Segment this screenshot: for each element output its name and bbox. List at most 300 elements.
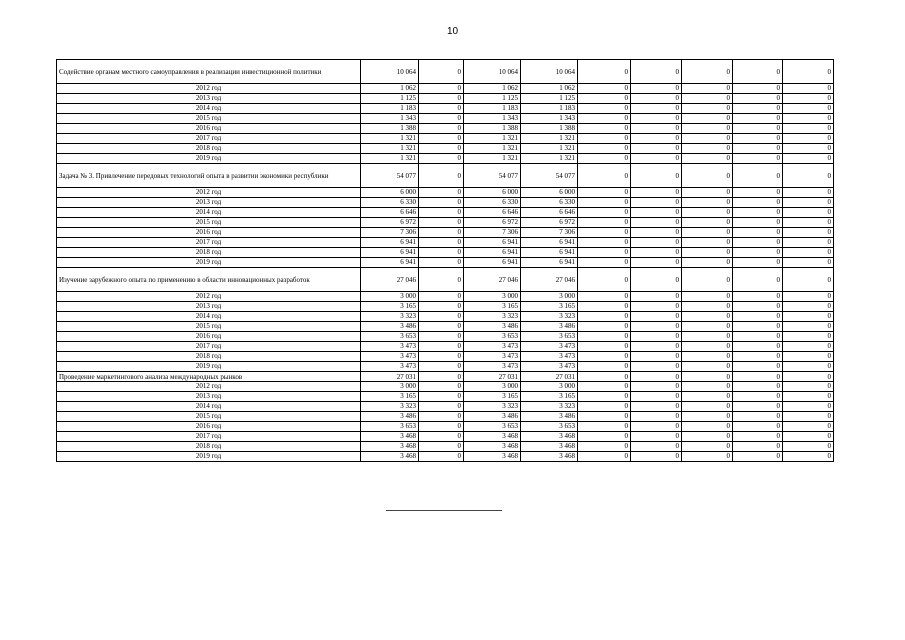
- year-value-cell: 0: [733, 104, 783, 114]
- section-value-cell: 0: [733, 372, 783, 382]
- year-value-cell: 0: [419, 402, 464, 412]
- year-value-cell: 0: [733, 154, 783, 164]
- year-value-cell: 0: [783, 258, 834, 268]
- year-value-cell: 0: [578, 154, 631, 164]
- year-label: 2013 год: [57, 94, 361, 104]
- year-value-cell: 0: [733, 188, 783, 198]
- year-value-cell: 0: [682, 208, 733, 218]
- year-value-cell: 0: [733, 422, 783, 432]
- year-value-cell: 1 388: [361, 124, 419, 134]
- year-value-cell: 1 388: [464, 124, 521, 134]
- year-value-cell: 0: [419, 322, 464, 332]
- year-value-cell: 0: [631, 198, 682, 208]
- year-row: [57, 352, 834, 362]
- year-label: 2016 год: [57, 422, 361, 432]
- year-value-cell: 0: [783, 352, 834, 362]
- section-value-cell: 0: [733, 268, 783, 292]
- year-value-cell: 3 653: [361, 332, 419, 342]
- year-value-cell: 3 165: [464, 302, 521, 312]
- year-value-cell: 0: [419, 392, 464, 402]
- year-value-cell: 0: [783, 198, 834, 208]
- year-value-cell: 0: [578, 144, 631, 154]
- year-value-cell: 0: [578, 382, 631, 392]
- footnote-divider: [386, 510, 502, 511]
- year-value-cell: 0: [578, 422, 631, 432]
- year-value-cell: 0: [631, 312, 682, 322]
- year-value-cell: 0: [783, 134, 834, 144]
- section-value-cell: 0: [419, 372, 464, 382]
- year-value-cell: 0: [578, 248, 631, 258]
- section-title: Изучение зарубежного опыта по применению в области инновационных разработок: [57, 268, 361, 292]
- year-value-cell: 0: [733, 292, 783, 302]
- year-row: [57, 188, 834, 198]
- year-value-cell: 0: [682, 442, 733, 452]
- year-value-cell: 3 473: [464, 342, 521, 352]
- year-value-cell: 0: [682, 94, 733, 104]
- year-value-cell: 0: [733, 94, 783, 104]
- year-label: 2018 год: [57, 144, 361, 154]
- section-row: [57, 372, 834, 382]
- year-value-cell: 0: [631, 134, 682, 144]
- year-value-cell: 0: [578, 322, 631, 332]
- year-value-cell: 0: [419, 188, 464, 198]
- year-value-cell: 0: [682, 198, 733, 208]
- year-value-cell: 3 486: [361, 322, 419, 332]
- year-value-cell: 0: [419, 258, 464, 268]
- section-value-cell: 0: [783, 268, 834, 292]
- year-value-cell: 0: [783, 188, 834, 198]
- section-value-cell: 0: [578, 60, 631, 84]
- year-value-cell: 3 468: [521, 432, 578, 442]
- year-value-cell: 0: [783, 218, 834, 228]
- section-value-cell: 0: [682, 372, 733, 382]
- year-value-cell: 0: [631, 144, 682, 154]
- year-value-cell: 0: [682, 362, 733, 372]
- year-value-cell: 6 646: [464, 208, 521, 218]
- year-row: [57, 422, 834, 432]
- year-value-cell: 3 165: [361, 392, 419, 402]
- year-value-cell: 3 000: [521, 382, 578, 392]
- section-value-cell: 0: [682, 164, 733, 188]
- year-value-cell: 3 653: [464, 422, 521, 432]
- year-label: 2013 год: [57, 302, 361, 312]
- year-value-cell: 3 323: [464, 312, 521, 322]
- year-value-cell: 1 062: [361, 84, 419, 94]
- year-value-cell: 0: [578, 228, 631, 238]
- year-value-cell: 3 165: [464, 392, 521, 402]
- year-value-cell: 0: [733, 144, 783, 154]
- year-value-cell: 0: [578, 292, 631, 302]
- year-value-cell: 3 000: [361, 292, 419, 302]
- section-title: Проведение маркетингового анализа международных рынков: [57, 372, 361, 382]
- year-value-cell: 0: [419, 442, 464, 452]
- year-value-cell: 1 343: [361, 114, 419, 124]
- section-value-cell: 10 064: [361, 60, 419, 84]
- year-value-cell: 0: [631, 422, 682, 432]
- year-value-cell: 1 321: [361, 154, 419, 164]
- year-value-cell: 0: [578, 302, 631, 312]
- section-value-cell: 0: [631, 60, 682, 84]
- year-label: 2013 год: [57, 392, 361, 402]
- year-value-cell: 0: [631, 402, 682, 412]
- year-value-cell: 0: [783, 104, 834, 114]
- year-value-cell: 0: [682, 312, 733, 322]
- year-row: [57, 218, 834, 228]
- year-value-cell: 1 321: [464, 134, 521, 144]
- year-value-cell: 0: [733, 382, 783, 392]
- year-value-cell: 6 972: [464, 218, 521, 228]
- year-value-cell: 0: [783, 392, 834, 402]
- year-label: 2017 год: [57, 342, 361, 352]
- year-value-cell: 0: [783, 208, 834, 218]
- year-value-cell: 0: [631, 332, 682, 342]
- year-value-cell: 0: [578, 238, 631, 248]
- year-value-cell: 0: [682, 342, 733, 352]
- year-row: [57, 258, 834, 268]
- year-value-cell: 6 941: [521, 238, 578, 248]
- year-value-cell: 0: [783, 114, 834, 124]
- year-value-cell: 0: [733, 322, 783, 332]
- year-value-cell: 3 468: [361, 452, 419, 462]
- year-label: 2018 год: [57, 352, 361, 362]
- year-value-cell: 0: [783, 442, 834, 452]
- year-value-cell: 0: [578, 352, 631, 362]
- year-value-cell: 0: [578, 442, 631, 452]
- year-value-cell: 0: [631, 342, 682, 352]
- year-value-cell: 0: [682, 84, 733, 94]
- year-value-cell: 3 323: [521, 312, 578, 322]
- year-value-cell: 0: [578, 218, 631, 228]
- year-value-cell: 0: [578, 432, 631, 442]
- year-value-cell: 0: [733, 442, 783, 452]
- year-value-cell: 1 183: [361, 104, 419, 114]
- budget-table: [56, 59, 834, 462]
- year-value-cell: 6 000: [521, 188, 578, 198]
- year-value-cell: 0: [733, 392, 783, 402]
- year-value-cell: 0: [578, 412, 631, 422]
- year-value-cell: 0: [682, 382, 733, 392]
- year-value-cell: 0: [631, 452, 682, 462]
- section-value-cell: 0: [733, 60, 783, 84]
- year-label: 2014 год: [57, 402, 361, 412]
- year-value-cell: 0: [578, 312, 631, 322]
- year-value-cell: 0: [578, 114, 631, 124]
- section-value-cell: 27 031: [361, 372, 419, 382]
- year-value-cell: 0: [682, 228, 733, 238]
- year-value-cell: 6 972: [361, 218, 419, 228]
- year-value-cell: 0: [419, 104, 464, 114]
- year-value-cell: 0: [783, 124, 834, 134]
- year-value-cell: 0: [631, 392, 682, 402]
- year-value-cell: 3 653: [521, 422, 578, 432]
- year-value-cell: 0: [733, 238, 783, 248]
- year-label: 2016 год: [57, 228, 361, 238]
- year-value-cell: 0: [631, 208, 682, 218]
- year-value-cell: 0: [631, 352, 682, 362]
- year-value-cell: 1 388: [521, 124, 578, 134]
- year-value-cell: 0: [733, 84, 783, 94]
- section-value-cell: 0: [631, 372, 682, 382]
- year-value-cell: 6 941: [464, 238, 521, 248]
- year-label: 2014 год: [57, 312, 361, 322]
- year-value-cell: 0: [733, 124, 783, 134]
- year-row: [57, 412, 834, 422]
- year-value-cell: 3 473: [521, 342, 578, 352]
- year-value-cell: 0: [733, 452, 783, 462]
- year-row: [57, 84, 834, 94]
- year-value-cell: 6 330: [521, 198, 578, 208]
- section-value-cell: 0: [783, 372, 834, 382]
- year-value-cell: 0: [419, 198, 464, 208]
- year-value-cell: 0: [733, 198, 783, 208]
- year-value-cell: 3 323: [361, 312, 419, 322]
- year-value-cell: 6 646: [361, 208, 419, 218]
- year-value-cell: 3 653: [521, 332, 578, 342]
- year-value-cell: 0: [733, 134, 783, 144]
- year-row: [57, 292, 834, 302]
- year-row: [57, 362, 834, 372]
- year-value-cell: 0: [733, 412, 783, 422]
- section-value-cell: 0: [419, 268, 464, 292]
- section-value-cell: 27 046: [521, 268, 578, 292]
- year-value-cell: 0: [783, 94, 834, 104]
- year-value-cell: 3 653: [464, 332, 521, 342]
- year-value-cell: 0: [631, 382, 682, 392]
- year-value-cell: 6 000: [464, 188, 521, 198]
- year-value-cell: 3 165: [521, 302, 578, 312]
- year-value-cell: 1 321: [521, 144, 578, 154]
- year-label: 2015 год: [57, 412, 361, 422]
- year-value-cell: 3 000: [521, 292, 578, 302]
- year-value-cell: 0: [631, 442, 682, 452]
- year-label: 2013 год: [57, 198, 361, 208]
- year-row: [57, 332, 834, 342]
- year-value-cell: 1 321: [361, 144, 419, 154]
- section-row: [57, 268, 834, 292]
- year-value-cell: 0: [682, 392, 733, 402]
- year-value-cell: 0: [783, 292, 834, 302]
- year-label: 2019 год: [57, 362, 361, 372]
- year-value-cell: 0: [631, 188, 682, 198]
- year-value-cell: 0: [631, 292, 682, 302]
- year-value-cell: 0: [682, 452, 733, 462]
- year-value-cell: 0: [419, 332, 464, 342]
- year-value-cell: 1 183: [464, 104, 521, 114]
- year-value-cell: 0: [733, 342, 783, 352]
- year-label: 2018 год: [57, 248, 361, 258]
- year-value-cell: 0: [578, 392, 631, 402]
- year-value-cell: 6 941: [361, 238, 419, 248]
- year-value-cell: 0: [631, 302, 682, 312]
- year-value-cell: 0: [419, 84, 464, 94]
- year-value-cell: 0: [682, 114, 733, 124]
- year-row: [57, 382, 834, 392]
- year-value-cell: 0: [682, 124, 733, 134]
- year-value-cell: 0: [783, 144, 834, 154]
- section-value-cell: 27 046: [464, 268, 521, 292]
- section-value-cell: 0: [578, 164, 631, 188]
- year-value-cell: 3 000: [464, 382, 521, 392]
- page-number: 10: [446, 26, 459, 37]
- section-value-cell: 0: [578, 372, 631, 382]
- year-value-cell: 0: [783, 452, 834, 462]
- year-value-cell: 0: [419, 248, 464, 258]
- section-title: Задача № 3. Привлечение передовых технологий опыта в развитии экономики республики: [57, 164, 361, 188]
- table-body: [57, 60, 834, 462]
- section-row: [57, 164, 834, 188]
- year-value-cell: 0: [682, 402, 733, 412]
- year-value-cell: 0: [631, 84, 682, 94]
- year-value-cell: 0: [733, 248, 783, 258]
- year-value-cell: 3 000: [361, 382, 419, 392]
- year-value-cell: 0: [783, 248, 834, 258]
- year-value-cell: 3 165: [521, 392, 578, 402]
- year-row: [57, 208, 834, 218]
- year-value-cell: 1 321: [521, 134, 578, 144]
- year-value-cell: 0: [419, 422, 464, 432]
- year-value-cell: 1 062: [521, 84, 578, 94]
- year-value-cell: 0: [783, 312, 834, 322]
- year-row: [57, 302, 834, 312]
- year-value-cell: 6 646: [521, 208, 578, 218]
- year-value-cell: 0: [578, 94, 631, 104]
- year-label: 2019 год: [57, 258, 361, 268]
- year-label: 2012 год: [57, 188, 361, 198]
- year-row: [57, 342, 834, 352]
- year-label: 2015 год: [57, 322, 361, 332]
- year-value-cell: 3 473: [361, 342, 419, 352]
- year-value-cell: 0: [733, 312, 783, 322]
- year-value-cell: 0: [783, 302, 834, 312]
- year-value-cell: 6 941: [464, 258, 521, 268]
- year-value-cell: 0: [419, 342, 464, 352]
- year-value-cell: 0: [419, 228, 464, 238]
- year-value-cell: 3 468: [361, 442, 419, 452]
- section-value-cell: 0: [631, 164, 682, 188]
- year-value-cell: 7 306: [464, 228, 521, 238]
- section-value-cell: 10 064: [521, 60, 578, 84]
- year-value-cell: 1 125: [464, 94, 521, 104]
- year-value-cell: 0: [682, 292, 733, 302]
- year-value-cell: 3 468: [464, 452, 521, 462]
- year-value-cell: 0: [631, 362, 682, 372]
- year-row: [57, 124, 834, 134]
- section-value-cell: 0: [733, 164, 783, 188]
- year-value-cell: 0: [733, 332, 783, 342]
- year-value-cell: 6 941: [521, 248, 578, 258]
- year-value-cell: 0: [419, 154, 464, 164]
- year-value-cell: 0: [419, 292, 464, 302]
- year-value-cell: 0: [783, 432, 834, 442]
- year-value-cell: 0: [631, 218, 682, 228]
- year-row: [57, 154, 834, 164]
- year-value-cell: 0: [631, 104, 682, 114]
- year-label: 2018 год: [57, 442, 361, 452]
- year-value-cell: 0: [419, 412, 464, 422]
- year-value-cell: 0: [783, 238, 834, 248]
- year-value-cell: 7 306: [521, 228, 578, 238]
- year-value-cell: 1 125: [521, 94, 578, 104]
- year-value-cell: 0: [578, 104, 631, 114]
- year-label: 2016 год: [57, 332, 361, 342]
- year-value-cell: 6 330: [361, 198, 419, 208]
- year-value-cell: 0: [419, 362, 464, 372]
- year-row: [57, 452, 834, 462]
- year-value-cell: 0: [631, 322, 682, 332]
- year-value-cell: 0: [783, 362, 834, 372]
- year-value-cell: 0: [733, 114, 783, 124]
- year-value-cell: 0: [682, 238, 733, 248]
- year-value-cell: 0: [578, 332, 631, 342]
- year-value-cell: 0: [419, 218, 464, 228]
- year-value-cell: 3 323: [464, 402, 521, 412]
- year-value-cell: 0: [733, 402, 783, 412]
- year-label: 2017 год: [57, 238, 361, 248]
- year-value-cell: 3 653: [361, 422, 419, 432]
- year-value-cell: 6 941: [361, 258, 419, 268]
- year-value-cell: 3 473: [464, 352, 521, 362]
- year-value-cell: 0: [419, 94, 464, 104]
- year-value-cell: 0: [783, 228, 834, 238]
- section-value-cell: 54 077: [361, 164, 419, 188]
- year-value-cell: 0: [733, 362, 783, 372]
- year-row: [57, 94, 834, 104]
- year-value-cell: 0: [578, 258, 631, 268]
- year-value-cell: 3 473: [521, 362, 578, 372]
- year-value-cell: 0: [682, 412, 733, 422]
- year-value-cell: 3 486: [521, 322, 578, 332]
- section-value-cell: 27 031: [521, 372, 578, 382]
- year-value-cell: 0: [631, 258, 682, 268]
- year-value-cell: 0: [783, 422, 834, 432]
- year-row: [57, 402, 834, 412]
- year-value-cell: 0: [631, 228, 682, 238]
- year-value-cell: 6 941: [361, 248, 419, 258]
- year-row: [57, 322, 834, 332]
- year-value-cell: 0: [578, 208, 631, 218]
- year-value-cell: 0: [682, 352, 733, 362]
- year-row: [57, 198, 834, 208]
- year-value-cell: 1 125: [361, 94, 419, 104]
- year-value-cell: 3 323: [361, 402, 419, 412]
- year-value-cell: 6 330: [464, 198, 521, 208]
- year-value-cell: 0: [419, 208, 464, 218]
- year-value-cell: 0: [682, 332, 733, 342]
- year-value-cell: 0: [419, 312, 464, 322]
- year-value-cell: 0: [631, 124, 682, 134]
- year-value-cell: 0: [733, 352, 783, 362]
- year-value-cell: 0: [631, 248, 682, 258]
- year-row: [57, 238, 834, 248]
- year-value-cell: 0: [578, 342, 631, 352]
- year-row: [57, 432, 834, 442]
- year-value-cell: 0: [631, 432, 682, 442]
- year-value-cell: 0: [682, 302, 733, 312]
- year-value-cell: 0: [419, 382, 464, 392]
- year-value-cell: 0: [682, 104, 733, 114]
- year-value-cell: 0: [631, 238, 682, 248]
- year-value-cell: 0: [578, 84, 631, 94]
- year-label: 2012 год: [57, 84, 361, 94]
- year-label: 2019 год: [57, 452, 361, 462]
- year-value-cell: 0: [783, 382, 834, 392]
- year-value-cell: 1 343: [521, 114, 578, 124]
- year-value-cell: 0: [419, 302, 464, 312]
- year-value-cell: 0: [733, 228, 783, 238]
- year-value-cell: 0: [783, 322, 834, 332]
- year-value-cell: 0: [682, 432, 733, 442]
- year-value-cell: 3 468: [361, 432, 419, 442]
